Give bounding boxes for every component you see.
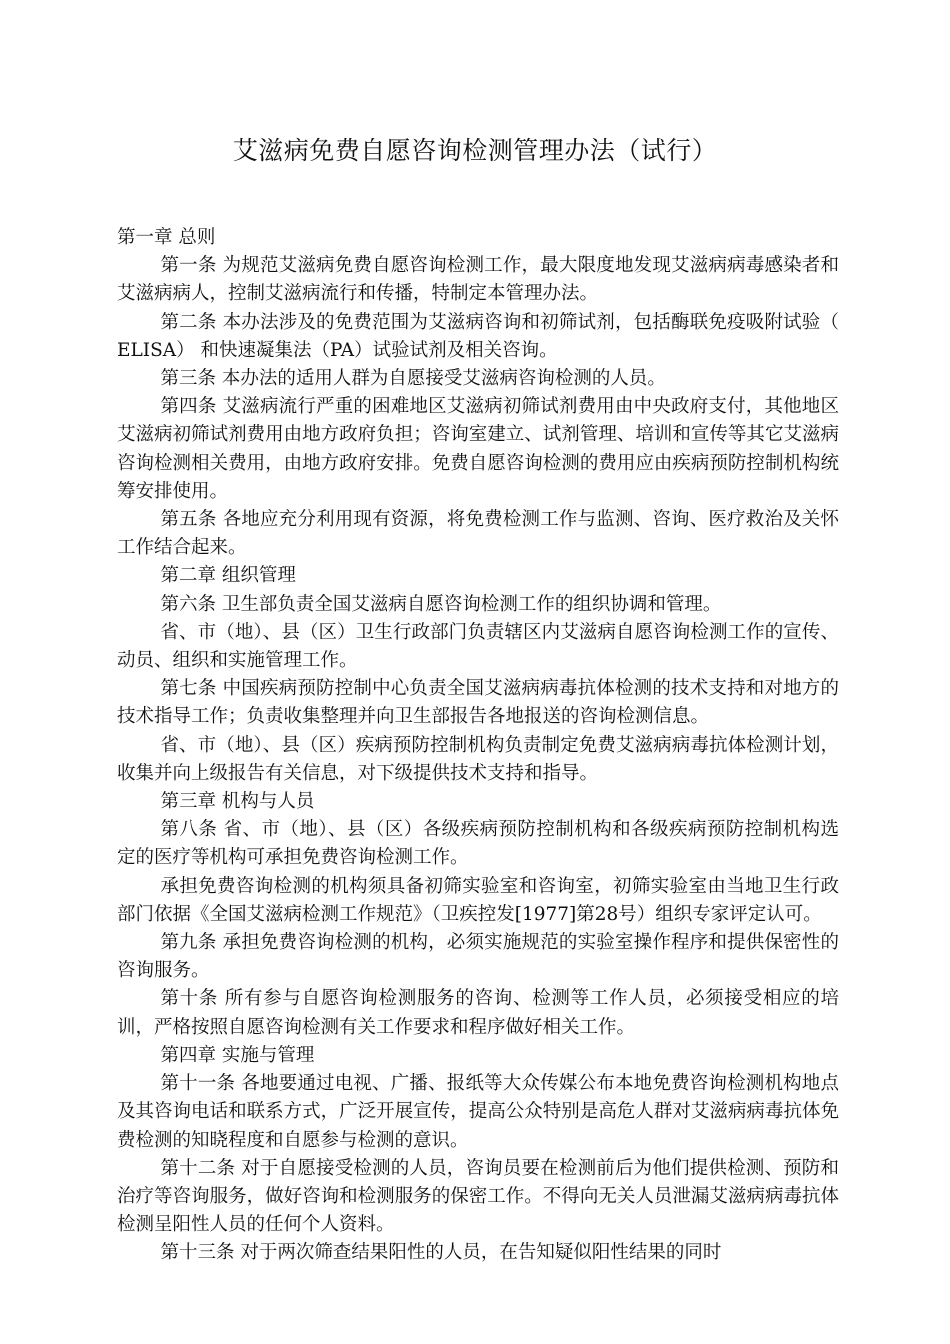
article-paragraph: 第五条 各地应充分利用现有资源，将免费检测工作与监测、咨询、医疗救治及关怀工作结合起来。: [117, 509, 839, 559]
article-paragraph: 第十条 所有参与自愿咨询检测服务的咨询、检测等工作人员，必须接受相应的培训，严格按照自愿咨询检测有关工作要求和程序做好相关工作。: [117, 988, 839, 1038]
article-paragraph: 第七条 中国疾病预防控制中心负责全国艾滋病病毒抗体检测的技术支持和对地方的技术指导工作；负责收集整理并向卫生部报告各地报送的咨询检测信息。: [117, 678, 839, 728]
article-paragraph: 第三条 本办法的适用人群为自愿接受艾滋病咨询检测的人员。: [160, 368, 666, 390]
article-paragraph: 第二条 本办法涉及的免费范围为艾滋病咨询和初筛试剂，包括酶联免疫吸附试验（ ELISA） 和快速凝集法（PA）试验试剂及相关咨询。: [117, 311, 839, 361]
article-paragraph: 第十三条 对于两次筛查结果阳性的人员，在告知疑似阳性结果的同时: [160, 1242, 722, 1264]
article-paragraph: 第十一条 各地要通过电视、广播、报纸等大众传媒公布本地免费咨询检测机构地点及其咨询电话和联系方式，广泛开展宣传，提高公众特别是高危人群对艾滋病病毒抗体免费检测的知晓程度和自愿参与检测的意识。: [117, 1073, 839, 1151]
article-paragraph: 省、市（地）、县（区）疾病预防控制机构负责制定免费艾滋病病毒抗体检测计划，收集并向上级报告有关信息，对下级提供技术支持和指导。: [117, 734, 839, 784]
article-paragraph: 第四条 艾滋病流行严重的困难地区艾滋病初筛试剂费用由中央政府支付，其他地区艾滋病初筛试剂费用由地方政府负担；咨询室建立、试剂管理、培训和宣传等其它艾滋病咨询检测相关费用，由地方政府安排。免费自愿咨询检测的费用应由疾病预防控制机构统筹安排使用。: [117, 396, 839, 502]
article-paragraph: 第八条 省、市（地）、县（区）各级疾病预防控制机构和各级疾病预防控制机构选定的医疗等机构可承担免费咨询检测工作。: [117, 819, 839, 869]
article-paragraph: 第十二条 对于自愿接受检测的人员，咨询员要在检测前后为他们提供检测、预防和治疗等咨询服务，做好咨询和检测服务的保密工作。不得向无关人员泄漏艾滋病病毒抗体检测呈阳性人员的任何个人资料。: [117, 1157, 839, 1236]
chapter-heading: 第一章 总则: [117, 227, 216, 248]
chapter-heading: 第三章 机构与人员: [160, 791, 315, 813]
chapter-heading: 第四章 实施与管理: [160, 1044, 315, 1066]
article-paragraph: 第六条 卫生部负责全国艾滋病自愿咨询检测工作的组织协调和管理。: [160, 593, 722, 615]
chapter-heading: 第二章 组织管理: [160, 565, 296, 587]
article-paragraph: 第一条 为规范艾滋病免费自愿咨询检测工作，最大限度地发现艾滋病病毒感染者和艾滋病病人，控制艾滋病流行和传播，特制定本管理办法。: [117, 255, 839, 305]
article-paragraph: 承担免费咨询检测的机构须具备初筛实验室和咨询室，初筛实验室由当地卫生行政部门依据《全国艾滋病检测工作规范》（卫疾控发[1977]第28号）组织专家评定认可。: [117, 875, 839, 925]
article-paragraph: 第九条 承担免费咨询检测的机构，必须实施规范的实验室操作程序和提供保密性的咨询服务。: [117, 932, 839, 982]
document-title: 艾滋病免费自愿咨询检测管理办法（试行）: [232, 136, 718, 165]
article-paragraph: 省、市（地）、县（区）卫生行政部门负责辖区内艾滋病自愿咨询检测工作的宣传、动员、组织和实施管理工作。: [117, 621, 839, 672]
document-body: [117, 224, 839, 1268]
